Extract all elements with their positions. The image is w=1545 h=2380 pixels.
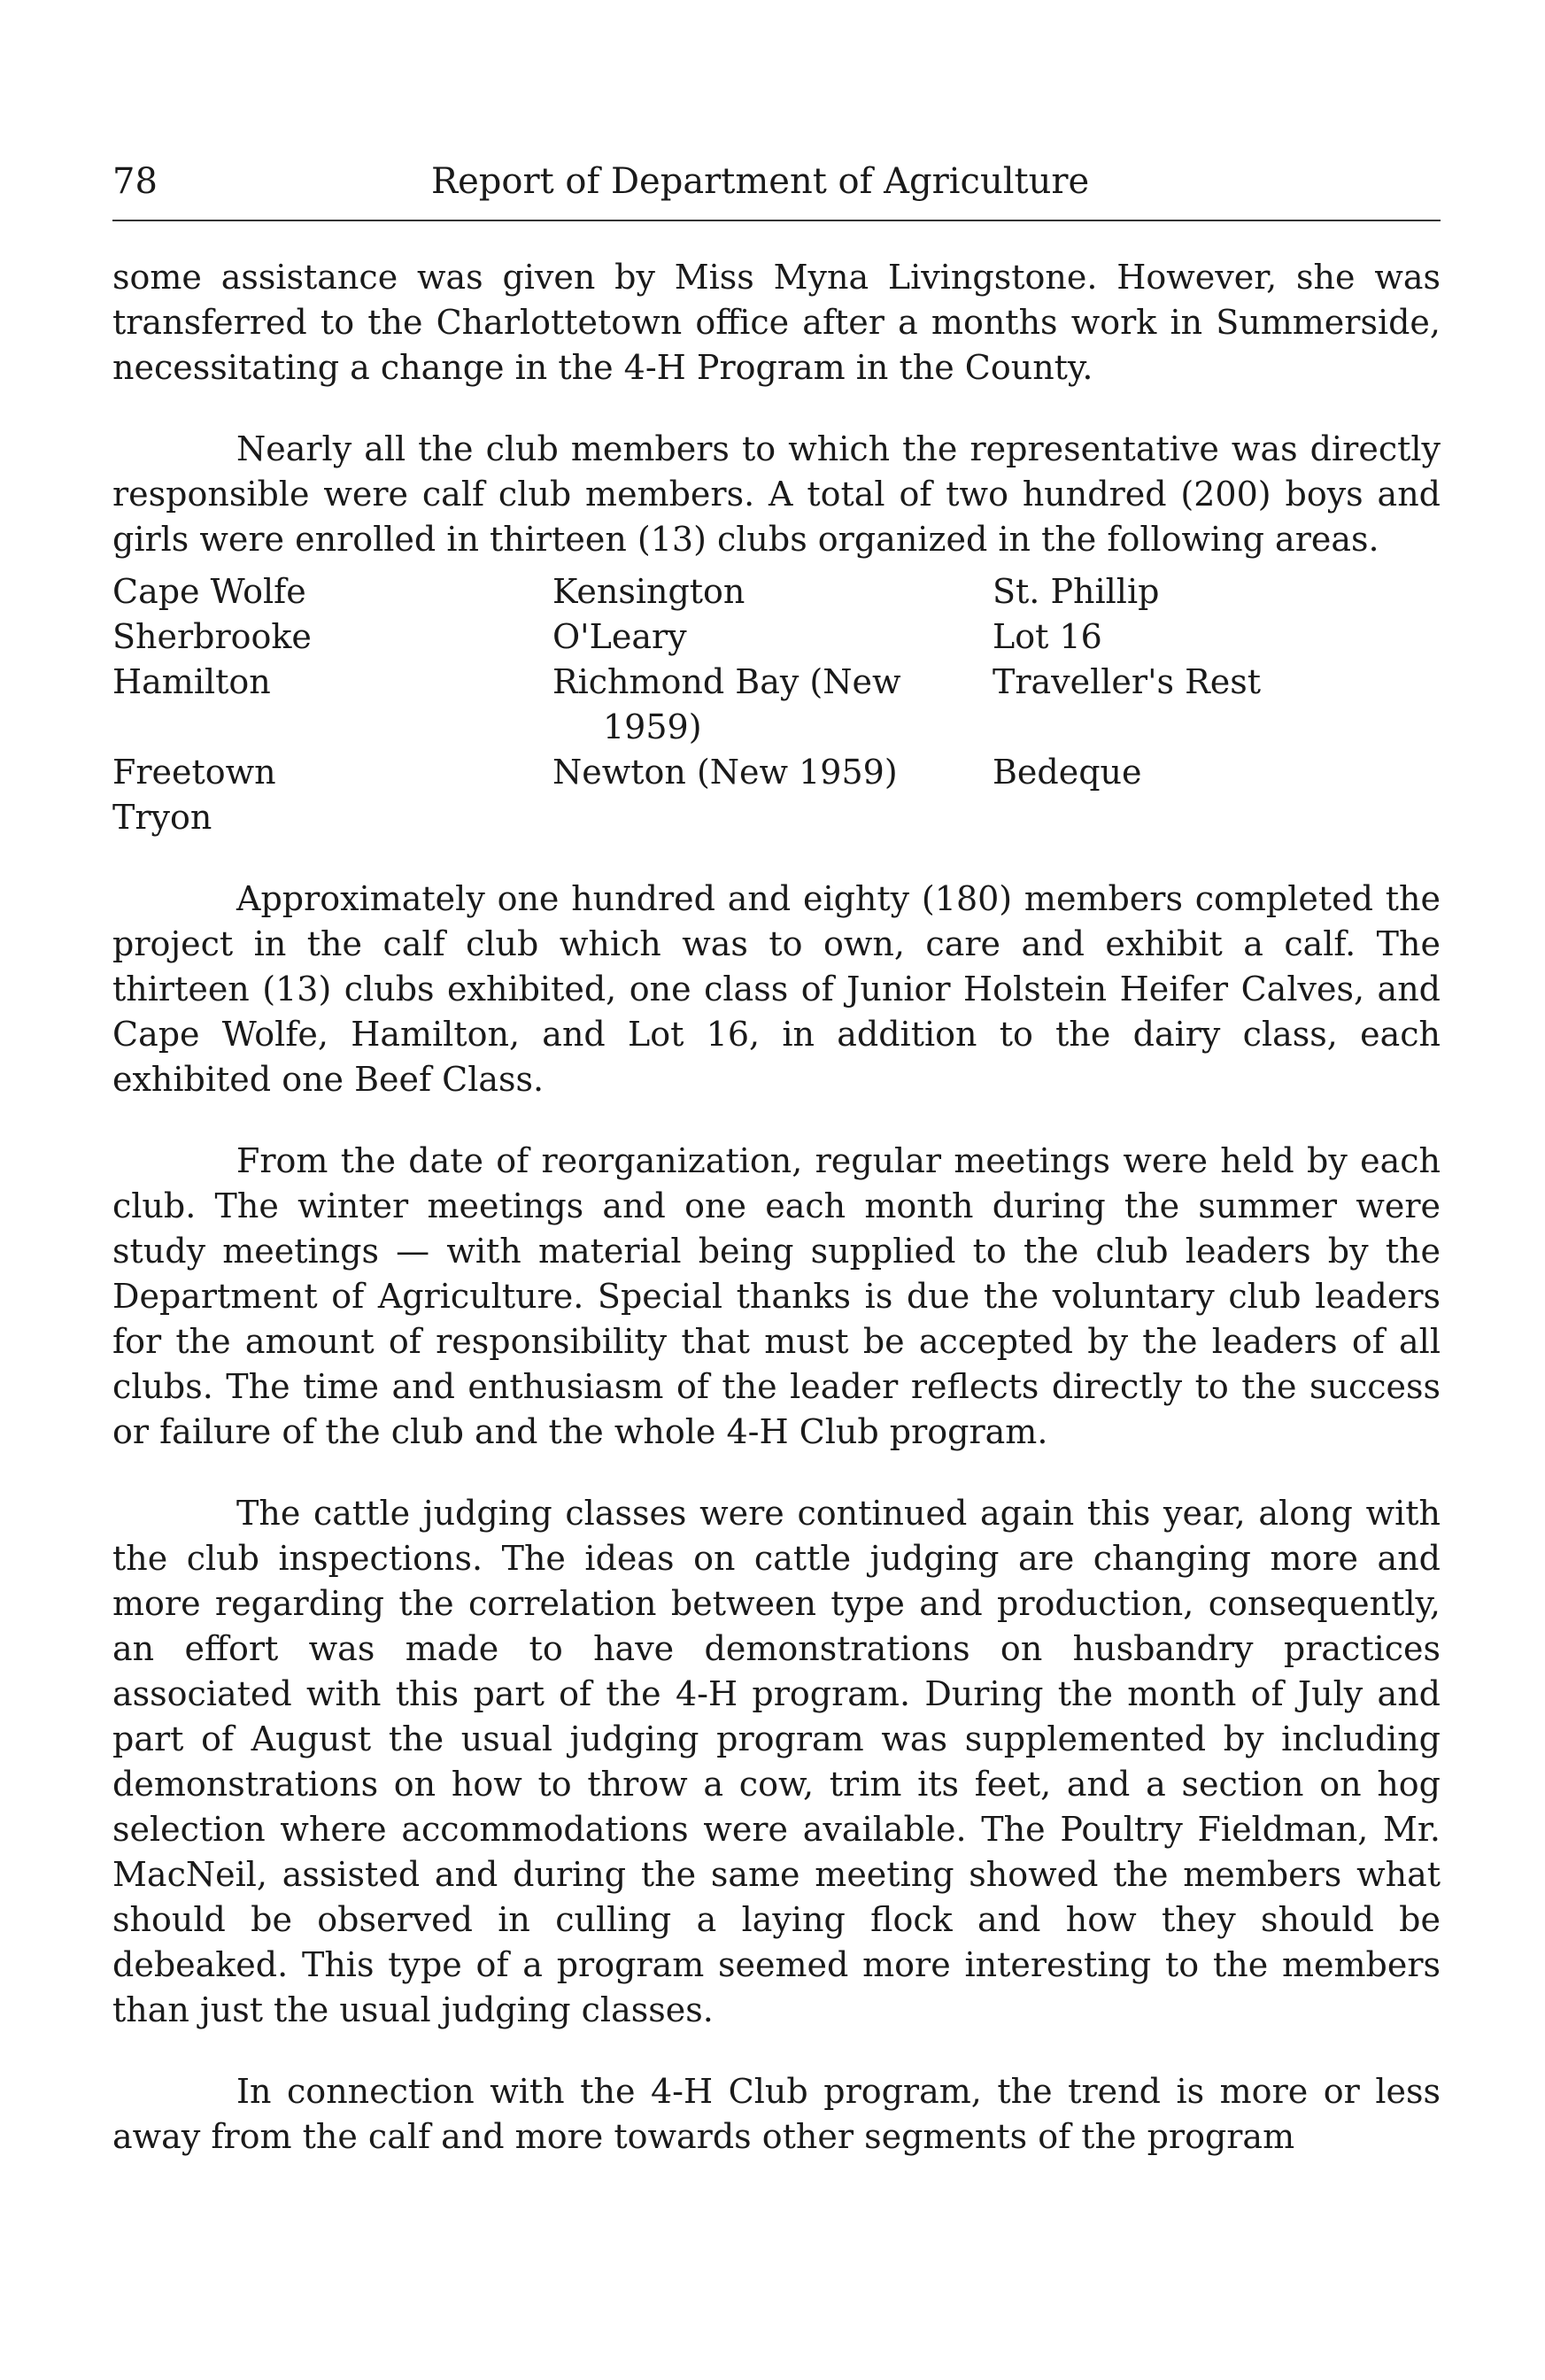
area-item-line: Richmond Bay (New [552,662,901,701]
area-item-wrapped [552,660,993,750]
paragraph-5: The cattle judging classes were continued again this year, along with the club inspections. The ideas on cattle judging are changing more and more regarding the correlation between type and production, consequently, an effort was made to have demonstrations on husbandry practices associated with this part of the 4-H program. During the month of July and part of August the usual judging program was supplemented by including demonstrations on how to throw a cow, trim its feet, and a section on hog selection where accommodations were available. The Poultry Fieldman, Mr. MacNeil, assisted and during the same meeting showed the members what should be observed in culling a laying flock and how they should be debeaked. This type of a program seemed more interesting to the members than just the usual judging classes. [112,1494,1441,2029]
area-item: Freetown [112,753,276,792]
page-number: 78 [112,161,158,202]
running-head-title: Report of Department of Agriculture [431,161,1090,202]
area-item: Sherbrooke [112,617,312,656]
area-item: St. Phillip [993,572,1160,611]
paragraph-6: In connection with the 4-H Club program, the trend is more or less away from the calf and more towards other segments of the program [112,2072,1441,2156]
area-item: Hamilton [112,662,271,701]
paragraph-4: From the date of reorganization, regular meetings were held by each club. The winter meetings and one each month during the summer were study meetings — with material being supplied to the club leaders by the Department of Agriculture. Special thanks is due the voluntary club leaders for the amount of responsibility that must be accepted by the leaders of all clubs. The time and enthusiasm of the leader reflects directly to the success or failure of the club and the whole 4-H Club program. [112,1141,1441,1451]
area-item: Newton (New 1959) [552,753,898,792]
area-item: Traveller's Rest [993,662,1261,701]
area-empty [993,795,1441,840]
document-page [112,151,1441,2160]
paragraph-3: Approximately one hundred and eighty (180) members completed the project in the calf club which was to own, care and exhibit a calf. The thirteen (13) clubs exhibited, one class of Junior Holstein Heifer Calves, and Cape Wolfe, Hamilton, and Lot 16, in addition to the dairy class, each exhibited one Beef Class. [112,879,1441,1099]
area-item: Kensington [552,572,745,611]
area-empty [552,795,993,840]
paragraph-2: Nearly all the club members to which the representative was directly responsible were calf club members. A total of two hundred (200) boys and girls were enrolled in thirteen (13) clubs organized in the following areas. [112,429,1441,559]
area-item: Lot 16 [993,617,1102,656]
area-item-continuation: 1959) [603,707,702,746]
header-rule [112,220,1441,221]
area-item: Tryon [112,798,212,837]
club-areas-list [112,569,1441,840]
area-item: Bedeque [993,753,1142,792]
area-item: O'Leary [552,617,687,656]
area-item: Cape Wolfe [112,572,306,611]
running-head [112,151,1441,212]
paragraph-1: some assistance was given by Miss Myna Livingstone. However, she was transferred to the Charlottetown office after a months work in Summerside, necessitating a change in the 4-H Program in the County. [112,258,1441,387]
